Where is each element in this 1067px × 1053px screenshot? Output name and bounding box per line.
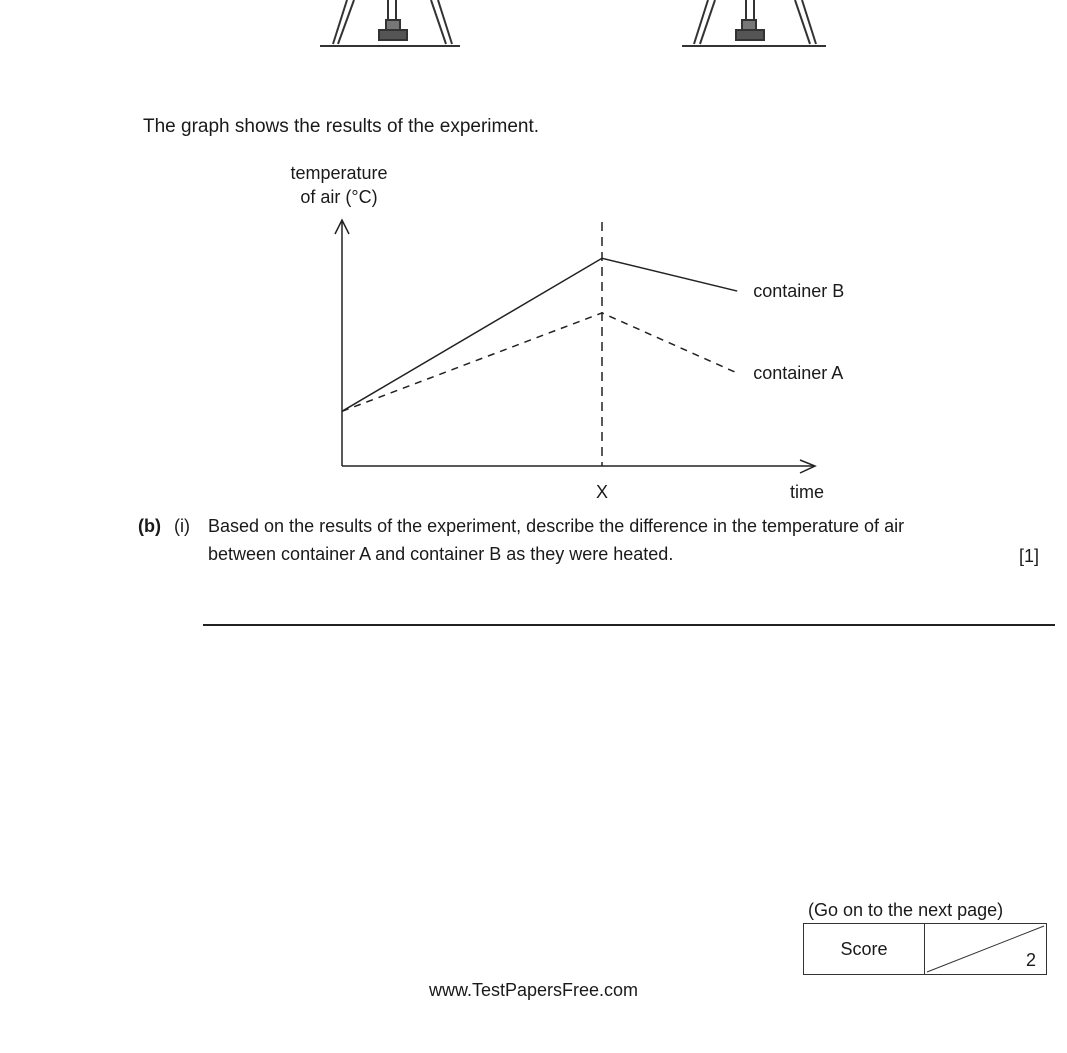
series-line-container-b [342, 258, 737, 411]
score-total: 2 [1025, 950, 1036, 970]
score-label [804, 924, 925, 974]
series-label-container-a: container A [753, 363, 844, 384]
question-text-line1: Based on the results of the experiment, describe the difference in the temperature of air [208, 516, 905, 536]
y-axis-label-line2: of air (°C) [300, 187, 378, 207]
x-marker-label: X [595, 482, 609, 502]
question-marks: [1] [1019, 546, 1040, 566]
x-axis-label: time [789, 482, 825, 502]
score-label-text: Score [840, 938, 888, 959]
score-box [803, 923, 1047, 975]
series-label-container-b: container B [753, 281, 845, 302]
temperature-graph [0, 0, 1067, 520]
question-number: (i) [174, 516, 190, 536]
y-axis-label-line1: temperature [290, 163, 388, 183]
series-line-container-a [342, 313, 737, 411]
intro-text: The graph shows the results of the experiment. [143, 116, 540, 137]
go-on-text: (Go on to the next page) [808, 900, 1004, 920]
answer-line[interactable] [203, 624, 1055, 626]
website-footer: www.TestPapersFree.com [428, 980, 639, 1000]
question-part-label: (b) [138, 516, 161, 536]
question-text-line2: between container A and container B as they were heated. [208, 544, 674, 564]
